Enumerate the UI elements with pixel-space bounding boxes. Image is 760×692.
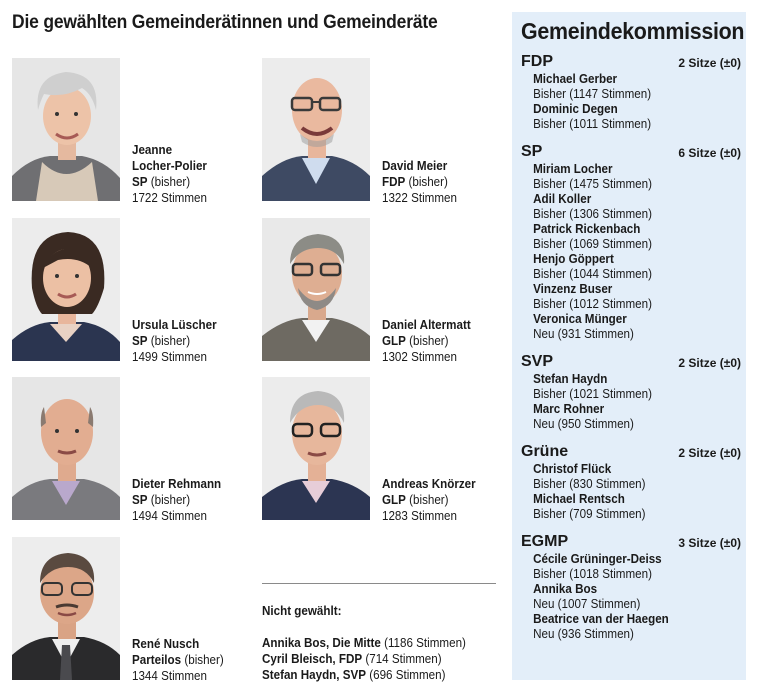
party-name: SVP [521, 353, 554, 370]
not-elected-entry [262, 651, 466, 667]
not-elected-name: Stefan Haydn, SVP [262, 668, 367, 682]
member [521, 492, 726, 522]
member-name: Michael Rentsch [533, 492, 625, 506]
party-name: EGMP [521, 533, 569, 550]
member-votes: Bisher (1147 Stimmen) [533, 87, 652, 101]
councillor-party: Parteilos [132, 653, 182, 667]
councillor-party: SP [132, 334, 148, 348]
member-votes: Neu (931 Stimmen) [533, 327, 634, 341]
party-seats: 3 Sitze (±0) [678, 536, 741, 550]
member-votes: Bisher (709 Stimmen) [533, 507, 646, 521]
councillor-name: Daniel Altermatt [382, 318, 471, 332]
councillor-caption [132, 636, 224, 684]
portrait-photo [262, 58, 370, 201]
councillor-status: (bisher) [408, 175, 448, 189]
member-name: Miriam Locher [533, 162, 613, 176]
member-votes: Bisher (1306 Stimmen) [533, 207, 652, 221]
portrait-photo [12, 218, 120, 361]
member [521, 612, 726, 642]
councillor-name: Dieter Rehmann [132, 477, 222, 491]
party-seats: 2 Sitze (±0) [678, 56, 741, 70]
member [521, 162, 726, 192]
member-votes: Bisher (1021 Stimmen) [533, 387, 652, 401]
not-elected-entry [262, 667, 466, 683]
member-name: Henjo Göppert [533, 252, 614, 266]
member-name: Dominic Degen [533, 102, 618, 116]
member-name: Stefan Haydn [533, 372, 608, 386]
party-seats: 2 Sitze (±0) [678, 356, 741, 370]
commission-title: Gemeindekommission [521, 18, 745, 44]
member-votes: Neu (950 Stimmen) [533, 417, 634, 431]
divider [262, 583, 496, 584]
member-votes: Bisher (1044 Stimmen) [533, 267, 652, 281]
not-elected-list [262, 603, 466, 683]
party-group-svp [521, 355, 741, 432]
councillor-party: SP [132, 493, 148, 507]
councillor-votes: 1722 Stimmen [132, 191, 207, 205]
member-name: Christof Flück [533, 462, 612, 476]
councillor-votes: 1499 Stimmen [132, 350, 207, 364]
councillor-party: SP [132, 175, 148, 189]
councillor-votes: 1344 Stimmen [132, 669, 207, 683]
member [521, 222, 726, 252]
councillor-status: (bisher) [150, 493, 191, 507]
member-votes: Bisher (830 Stimmen) [533, 477, 646, 491]
councillor-caption [382, 158, 457, 206]
party-name: FDP [521, 53, 553, 70]
councillor-caption [132, 142, 207, 206]
member-votes: Neu (936 Stimmen) [533, 627, 634, 641]
portrait-photo [12, 377, 120, 520]
not-elected-votes: (714 Stimmen) [362, 652, 442, 666]
councillor-party: FDP [382, 175, 406, 189]
member-name: Veronica Münger [533, 312, 627, 326]
not-elected-votes: (1186 Stimmen) [380, 636, 466, 650]
party-name: SP [521, 143, 543, 160]
councillor-status: (bisher) [150, 334, 191, 348]
councillor-party: GLP [382, 334, 406, 348]
member-name: Michael Gerber [533, 72, 618, 86]
member [521, 252, 726, 282]
member-name: Adil Koller [533, 192, 592, 206]
councillor-status: (bisher) [150, 175, 191, 189]
member-name: Beatrice van der Haegen [533, 612, 669, 626]
member-name: Annika Bos [533, 582, 598, 596]
councillor-votes: 1494 Stimmen [132, 509, 207, 523]
not-elected-entry [262, 635, 466, 651]
member-name: Cécile Grüninger-Deiss [533, 552, 662, 566]
member [521, 192, 726, 222]
councillor-party: GLP [382, 493, 406, 507]
councillor-name: David Meier [382, 159, 448, 173]
councillor-votes: 1322 Stimmen [382, 191, 457, 205]
councillor-votes: 1283 Stimmen [382, 509, 457, 523]
not-elected-title: Nicht gewählt: [262, 604, 342, 618]
party-group-fdp [521, 55, 741, 132]
councillor-name: Jeanne [132, 143, 173, 157]
portrait-photo [262, 218, 370, 361]
member [521, 462, 726, 492]
member [521, 552, 726, 582]
councillor-name: Ursula Lüscher [132, 318, 217, 332]
member-votes: Bisher (1475 Stimmen) [533, 177, 652, 191]
party-group-gruene [521, 445, 741, 522]
member-name: Patrick Rickenbach [533, 222, 641, 236]
member [521, 372, 726, 402]
councillor-caption [382, 476, 476, 524]
member-votes: Bisher (1069 Stimmen) [533, 237, 652, 251]
portrait-photo [262, 377, 370, 520]
member [521, 102, 726, 132]
councillor-status: (bisher) [409, 493, 449, 507]
councillor-caption [132, 476, 221, 524]
member [521, 312, 726, 342]
party-seats: 6 Sitze (±0) [678, 146, 741, 160]
councillor-votes: 1302 Stimmen [382, 350, 457, 364]
member-votes: Bisher (1012 Stimmen) [533, 297, 652, 311]
member-votes: Bisher (1018 Stimmen) [533, 567, 652, 581]
portrait-photo [12, 58, 120, 201]
councillor-name: Locher-Polier [132, 159, 207, 173]
not-elected-votes: (696 Stimmen) [366, 668, 446, 682]
party-seats: 2 Sitze (±0) [678, 446, 741, 460]
not-elected-name: Annika Bos, Die Mitte [262, 636, 381, 650]
party-group-egmp [521, 535, 741, 642]
member [521, 582, 726, 612]
member-name: Marc Rohner [533, 402, 605, 416]
headline: Die gewählten Gemeinderätinnen und Gemeinderäte [12, 12, 438, 33]
councillor-name: René Nusch [132, 637, 200, 651]
councillor-status: (bisher) [409, 334, 449, 348]
portrait-photo [12, 537, 120, 680]
commission-panel [512, 12, 746, 680]
not-elected-name: Cyril Bleisch, FDP [262, 652, 363, 666]
member-votes: Neu (1007 Stimmen) [533, 597, 641, 611]
councillor-caption [382, 317, 471, 365]
party-name: Grüne [521, 443, 569, 460]
party-group-sp [521, 145, 741, 342]
member [521, 402, 726, 432]
member-votes: Bisher (1011 Stimmen) [533, 117, 652, 131]
member [521, 282, 726, 312]
councillor-status: (bisher) [184, 653, 224, 667]
member-name: Vinzenz Buser [533, 282, 613, 296]
councillor-caption [132, 317, 217, 365]
councillor-name: Andreas Knörzer [382, 477, 476, 491]
member [521, 72, 726, 102]
